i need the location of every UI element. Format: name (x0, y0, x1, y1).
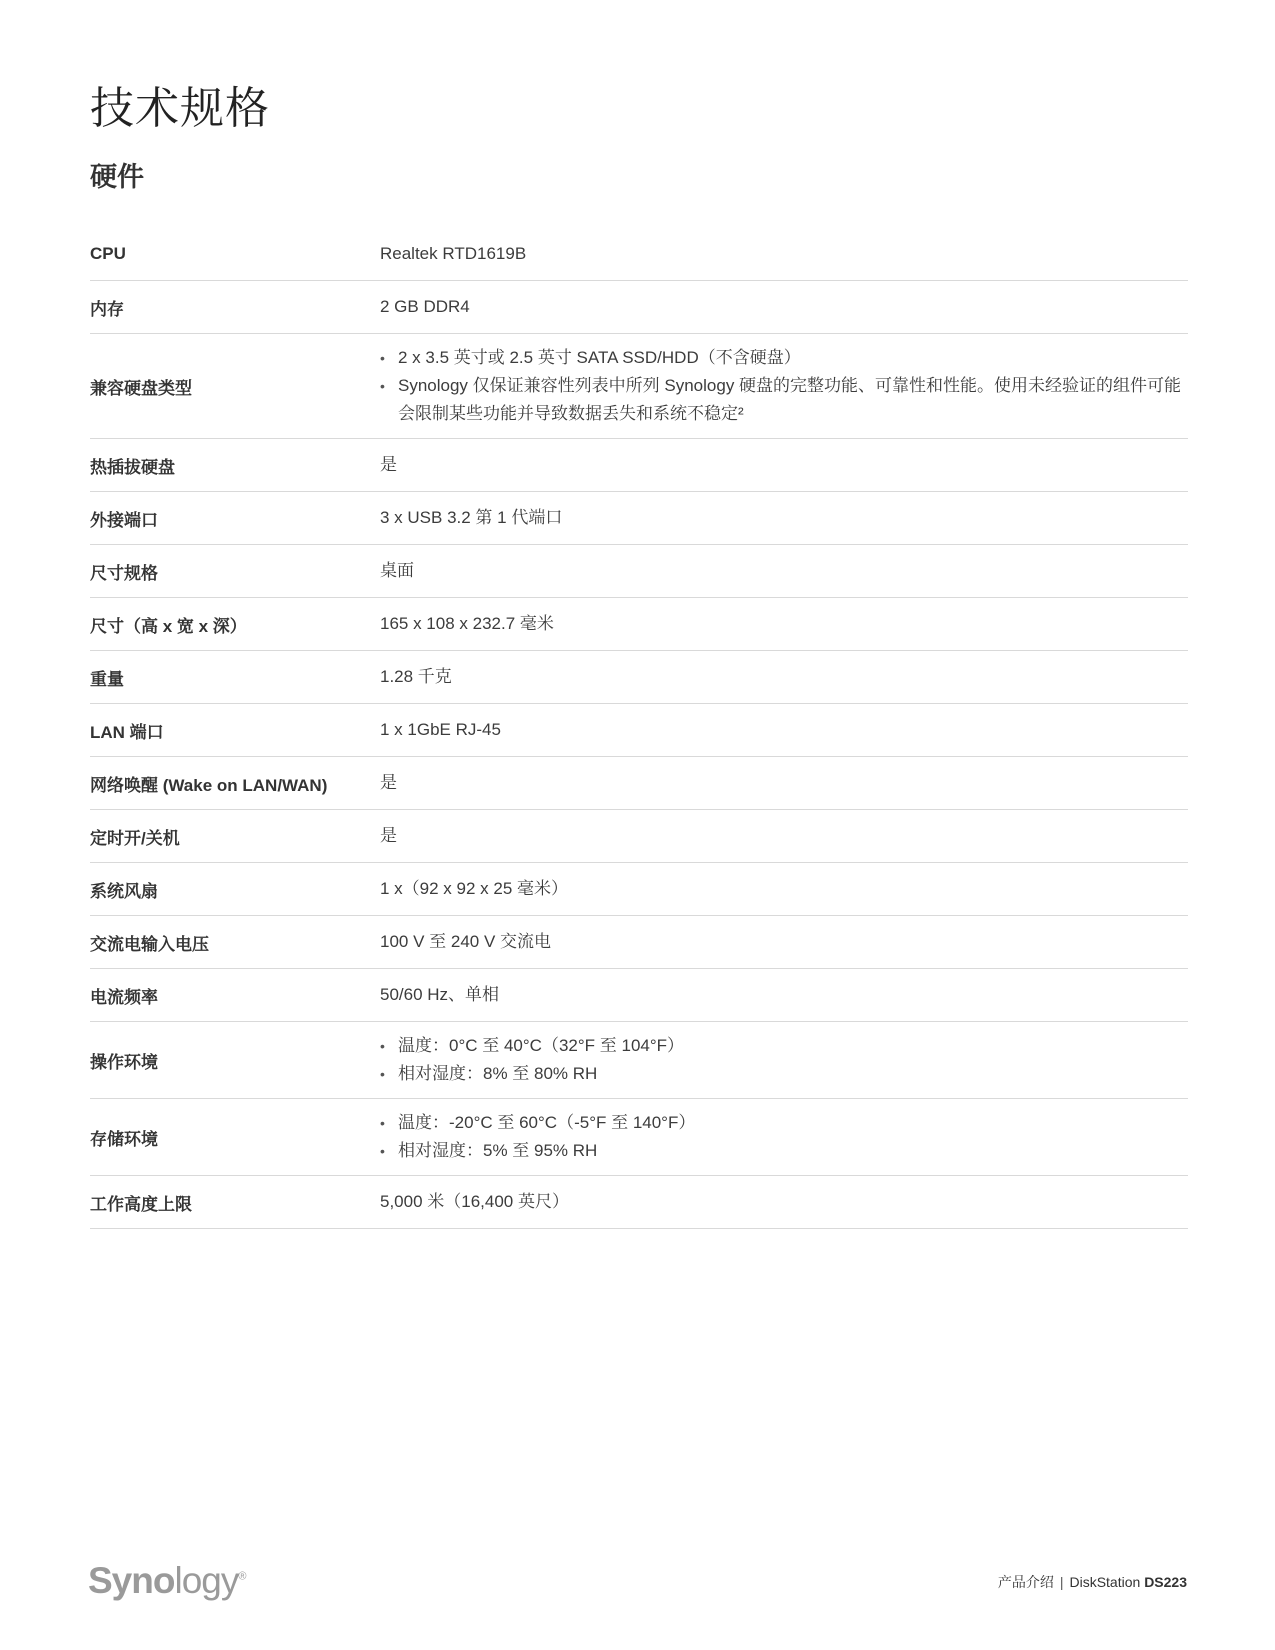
spec-value: 100 V 至 240 V 交流电 (380, 932, 552, 951)
spec-row-inner (90, 281, 1188, 333)
spec-row-inner (90, 916, 1188, 968)
spec-value: 165 x 108 x 232.7 毫米 (380, 614, 554, 633)
spec-value: 是 (380, 455, 397, 474)
spec-label: 操作环境 (90, 1052, 158, 1072)
spec-bullet-list (380, 1032, 1188, 1088)
spec-bullet-list (380, 1109, 1188, 1165)
section-title-hardware: 硬件 (90, 162, 144, 192)
spec-row-inner (90, 439, 1188, 491)
spec-row (90, 863, 1188, 916)
spec-row (90, 1176, 1188, 1229)
spec-label: 兼容硬盘类型 (90, 378, 192, 398)
spec-table (90, 228, 1188, 1229)
spec-bullet-item: • 温度：-20°C 至 60°C（-5°F 至 140°F） (380, 1109, 1188, 1137)
footer-doc-type: 产品介绍 (997, 1574, 1054, 1590)
spec-row (90, 281, 1188, 334)
spec-value: 50/60 Hz、单相 (380, 985, 500, 1004)
spec-value: 1 x 1GbE RJ-45 (380, 720, 501, 739)
spec-bullet-item: • Synology 仅保证兼容性列表中所列 Synology 硬盘的完整功能、可靠性和性能。使用未经验证的组件可能会限制某些功能并导致数据丢失和系统不稳定² (380, 372, 1188, 428)
spec-row (90, 545, 1188, 598)
spec-value: 是 (380, 826, 397, 845)
spec-label: LAN 端口 (90, 722, 164, 742)
spec-row-inner (90, 704, 1188, 756)
spec-label: 工作高度上限 (90, 1194, 192, 1214)
logo-text-bold: Syno (88, 1560, 175, 1601)
spec-label: 网络唤醒 (Wake on LAN/WAN) (90, 775, 328, 795)
spec-value: 是 (380, 773, 397, 792)
spec-value: 1.28 千克 (380, 667, 452, 686)
spec-row (90, 1099, 1188, 1176)
spec-value: Realtek RTD1619B (380, 244, 527, 263)
spec-row-inner (90, 1099, 1188, 1175)
spec-row (90, 439, 1188, 492)
spec-label: 电流频率 (90, 987, 158, 1007)
spec-row-inner (90, 545, 1188, 597)
spec-label: 内存 (90, 299, 124, 319)
spec-value (380, 1109, 1188, 1165)
spec-label: CPU (90, 244, 126, 263)
spec-value (380, 1032, 1188, 1088)
spec-label: 定时开/关机 (90, 828, 180, 848)
spec-row-inner (90, 969, 1188, 1021)
spec-row (90, 598, 1188, 651)
footer-doc-info (998, 1572, 1187, 1592)
spec-value: 3 x USB 3.2 第 1 代端口 (380, 508, 563, 527)
spec-label: 尺寸（高 x 宽 x 深） (90, 616, 247, 636)
spec-label: 热插拔硬盘 (90, 457, 175, 477)
spec-row-inner (90, 492, 1188, 544)
spec-value (380, 344, 1188, 428)
spec-row-inner (90, 863, 1188, 915)
spec-row-inner (90, 810, 1188, 862)
spec-label: 尺寸规格 (90, 563, 158, 583)
spec-row (90, 810, 1188, 863)
spec-row (90, 334, 1188, 439)
spec-label: 重量 (90, 669, 124, 689)
footer-model: DS223 (1144, 1574, 1187, 1590)
logo-text-light: logy (174, 1560, 239, 1601)
spec-bullet-list (380, 344, 1188, 428)
spec-row-inner (90, 334, 1188, 438)
footer-product-line: DiskStation (1069, 1574, 1141, 1590)
spec-row (90, 704, 1188, 757)
spec-value: 桌面 (380, 561, 414, 580)
spec-row (90, 1022, 1188, 1099)
spec-label: 系统风扇 (90, 881, 158, 901)
spec-row-inner (90, 228, 1188, 280)
spec-value: 5,000 米（16,400 英尺） (380, 1192, 569, 1211)
spec-label: 存储环境 (90, 1129, 158, 1149)
spec-value: 2 GB DDR4 (380, 297, 470, 316)
spec-row (90, 228, 1188, 281)
logo-registered-mark: ® (238, 1570, 246, 1583)
spec-row-inner (90, 598, 1188, 650)
spec-row (90, 916, 1188, 969)
spec-bullet-item: • 相对湿度：8% 至 80% RH (380, 1060, 1188, 1088)
spec-bullet-item: • 2 x 3.5 英寸或 2.5 英寸 SATA SSD/HDD（不含硬盘） (380, 344, 1188, 372)
spec-row (90, 757, 1188, 810)
spec-row (90, 969, 1188, 1022)
spec-row-inner (90, 1022, 1188, 1098)
spec-row-inner (90, 651, 1188, 703)
spec-label: 外接端口 (90, 510, 158, 530)
page-title: 技术规格 (90, 84, 270, 133)
footer-separator: | (1059, 1574, 1064, 1590)
spec-bullet-item: • 温度：0°C 至 40°C（32°F 至 104°F） (380, 1032, 1188, 1060)
spec-row (90, 651, 1188, 704)
spec-bullet-item: • 相对湿度：5% 至 95% RH (380, 1137, 1188, 1165)
spec-row-inner (90, 1176, 1188, 1228)
spec-row-inner (90, 757, 1188, 809)
spec-row (90, 492, 1188, 545)
spec-label: 交流电输入电压 (90, 934, 209, 954)
spec-value: 1 x（92 x 92 x 25 毫米） (380, 879, 569, 898)
synology-logo (88, 1560, 245, 1602)
